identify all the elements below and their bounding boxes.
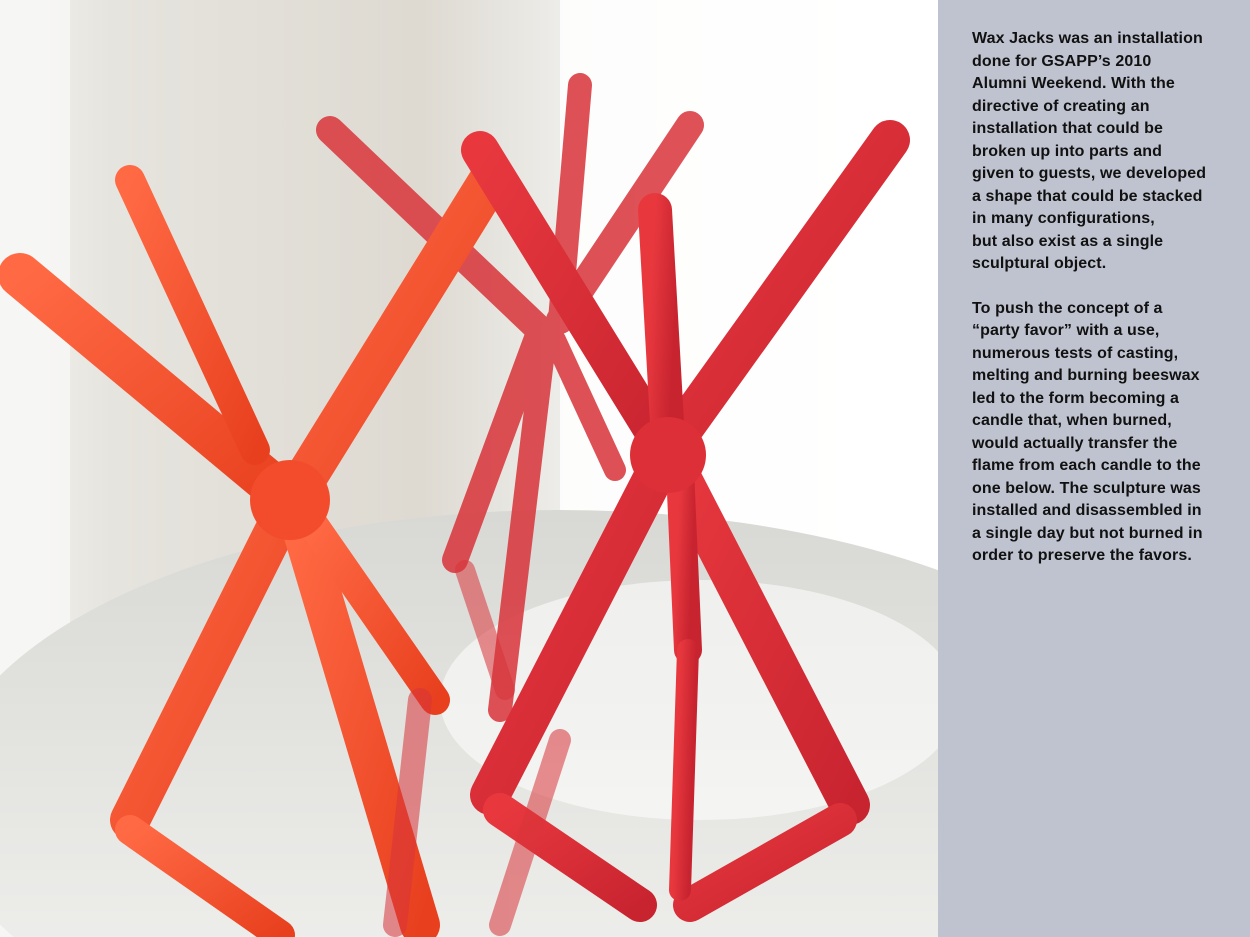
text-line: candle that, when burned, [972, 412, 1172, 429]
text-line: flame from each candle to the [972, 457, 1201, 474]
text-line: a single day but not burned in [972, 524, 1203, 542]
text-line: but also exist as a single [972, 232, 1164, 250]
orange-jack-hub [250, 460, 330, 540]
text-line: in many configurations, [972, 210, 1155, 227]
text-line: order to preserve the favors. [972, 547, 1192, 564]
paragraph-intro [972, 28, 1234, 276]
description-panel [938, 0, 1250, 937]
red-jack-hub [630, 417, 706, 493]
text-line: given to guests, we developed [972, 165, 1207, 182]
text-line: To push the concept of a [972, 299, 1163, 317]
text-line: a shape that could be stacked [972, 187, 1203, 205]
text-line: led to the form becoming a [972, 389, 1180, 407]
description-text [972, 28, 1234, 590]
text-line: “party favor” with a use, [972, 322, 1160, 339]
text-line: sculptural object. [972, 255, 1107, 272]
text-line: installed and disassembled in [972, 502, 1202, 519]
text-line: would actually transfer the [972, 434, 1178, 452]
text-line: one below. The sculpture was [972, 479, 1201, 497]
text-line: numerous tests of casting, [972, 344, 1179, 362]
paragraph-concept [972, 298, 1234, 568]
text-line: Wax Jacks was an installation [972, 30, 1203, 47]
text-line: installation that could be [972, 120, 1164, 137]
text-line: directive of creating an [972, 97, 1150, 115]
text-line: broken up into parts and [972, 142, 1162, 160]
text-line: melting and burning beeswax [972, 367, 1200, 384]
text-line: done for GSAPP’s 2010 [972, 52, 1152, 70]
text-line: Alumni Weekend. With the [972, 75, 1175, 92]
